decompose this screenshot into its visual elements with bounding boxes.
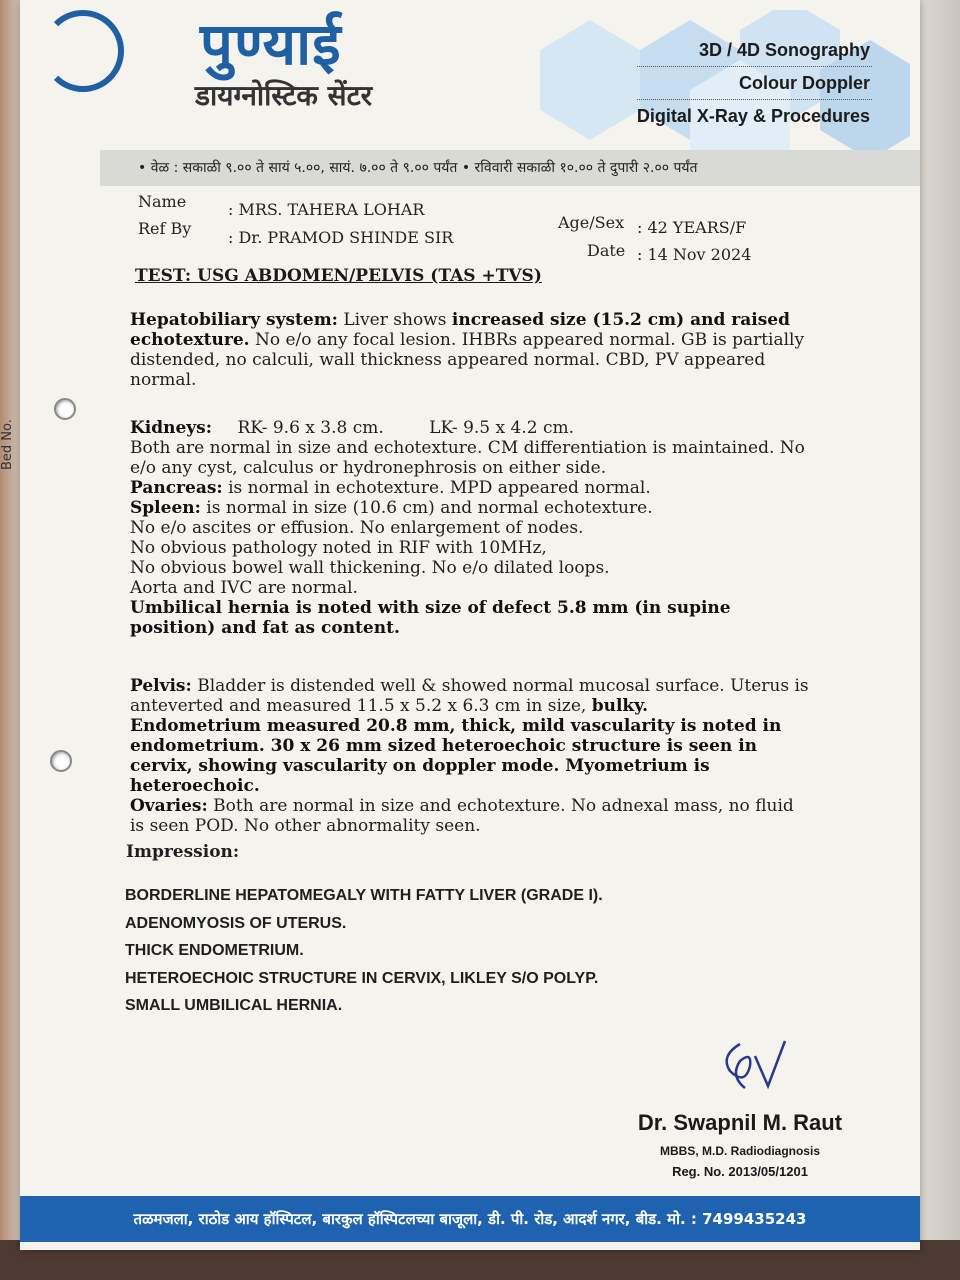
ref-value: : Dr. PRAMOD SHINDE SIR bbox=[228, 228, 454, 247]
name-label: Name bbox=[138, 192, 187, 211]
doctor-qualification: MBBS, M.D. Radiodiagnosis bbox=[659, 1144, 820, 1158]
age-value: : 42 YEARS/F bbox=[637, 218, 747, 237]
age-label: Age/Sex bbox=[558, 213, 625, 232]
impression-title: Impression: bbox=[126, 842, 240, 862]
hernia-finding: Umbilical hernia is noted with size of defect 5.8 mm (in supine position) and fat as content. bbox=[130, 598, 731, 638]
kidney-left: LK- 9.5 x 4.2 cm. bbox=[429, 418, 574, 438]
doctor-registration: Reg. No. 2013/05/1201 bbox=[672, 1164, 808, 1179]
ref-label: Ref By bbox=[138, 219, 192, 238]
kidneys-text: Both are normal in size and echotexture. CM differentiation is maintained. No e/o any cyst, calculus or hydronephrosis on either side. bbox=[130, 438, 805, 478]
brand-name: पुण्याई bbox=[200, 10, 342, 78]
impression-item: HETEROECHOIC STRUCTURE IN CERVIX, LIKLEY S/O POLYP. bbox=[125, 969, 599, 987]
pelvis-bulky: bulky. bbox=[591, 696, 649, 716]
misc-line: No e/o ascites or effusion. No enlargement of nodes. bbox=[130, 518, 584, 538]
signature-image bbox=[710, 1036, 800, 1096]
brand-subtitle: डायग्नोस्टिक सेंटर bbox=[195, 79, 373, 112]
service-item: 3D / 4D Sonography bbox=[637, 34, 872, 67]
impression-item: ADENOMYOSIS OF UTERUS. bbox=[125, 914, 347, 932]
footer-address: तळमजला, राठोड आय हॉस्पिटल, बारकुल हॉस्पिटलच्या बाजूला, डी. पी. रोड, आदर्श नगर, बीड. मो. : 7499435243 bbox=[20, 1196, 920, 1242]
misc-line: Aorta and IVC are normal. bbox=[130, 578, 358, 598]
ovaries-text: Both are normal in size and echotexture. No adnexal mass, no fluid is seen POD. No other abnormality seen. bbox=[130, 796, 794, 836]
spleen-label: Spleen: bbox=[130, 498, 201, 518]
logo-icon bbox=[42, 10, 124, 92]
test-title: TEST: USG ABDOMEN/PELVIS (TAS +TVS) bbox=[135, 266, 542, 286]
service-item: Digital X-Ray & Procedures bbox=[636, 106, 870, 126]
ovaries-label: Ovaries: bbox=[130, 796, 208, 816]
pancreas-label: Pancreas: bbox=[130, 478, 223, 498]
endometrium-finding: Endometrium measured 20.8 mm, thick, mild vascularity is noted in endometrium. 30 x 26 mm sized heteroechoic structure is seen in cervix, showing vascularity on doppler mode. Myometrium is heteroechoic. bbox=[130, 716, 782, 796]
misc-line: No obvious bowel wall thickening. No e/o dilated loops. bbox=[130, 558, 610, 578]
kidney-right: RK- 9.6 x 3.8 cm. bbox=[237, 418, 384, 438]
timing-bar: • वेळ : सकाळी ९.०० ते सायं ५.००, सायं. ७.०० ते ९.०० पर्यंत • रविवारी सकाळी १०.०० ते दुपारी २.०० पर्यंत bbox=[100, 150, 920, 186]
report-sheet bbox=[20, 0, 920, 1250]
date-value: : 14 Nov 2024 bbox=[637, 245, 752, 264]
punch-hole bbox=[50, 750, 72, 772]
name-value: : MRS. TAHERA LOHAR bbox=[228, 200, 425, 219]
kidneys-section bbox=[130, 418, 810, 638]
date-label: Date bbox=[587, 241, 626, 260]
misc-line: No obvious pathology noted in RIF with 10MHz, bbox=[130, 538, 547, 558]
impression-list bbox=[125, 882, 603, 1020]
pelvis-text: Bladder is distended well & showed normal mucosal surface. Uterus is anteverted and measured 11.5 x 5.2 x 6.3 cm in size, bbox=[130, 676, 809, 716]
spleen-text: is normal in size (10.6 cm) and normal echotexture. bbox=[200, 498, 653, 518]
hepatobiliary-finding: increased size (15.2 cm) and raised echotexture. bbox=[130, 310, 790, 350]
hepatobiliary-text: Liver shows bbox=[337, 310, 452, 330]
services-list bbox=[637, 34, 872, 132]
doctor-block bbox=[630, 1110, 850, 1179]
side-tag: Bed No. bbox=[0, 419, 15, 470]
doctor-name: Dr. Swapnil M. Raut bbox=[637, 1110, 843, 1135]
pelvis-label: Pelvis: bbox=[130, 676, 192, 696]
service-item: Colour Doppler bbox=[637, 67, 872, 100]
hepatobiliary-label: Hepatobiliary system: bbox=[130, 310, 338, 330]
punch-hole bbox=[54, 398, 76, 420]
impression-item: BORDERLINE HEPATOMEGALY WITH FATTY LIVER (GRADE I). bbox=[125, 887, 603, 904]
kidneys-label: Kidneys: bbox=[130, 418, 213, 438]
impression-item: THICK ENDOMETRIUM. bbox=[125, 942, 304, 959]
pancreas-text: is normal in echotexture. MPD appeared normal. bbox=[222, 478, 651, 498]
hepatobiliary-section bbox=[130, 310, 810, 390]
pelvis-section bbox=[130, 676, 810, 836]
hepatobiliary-text2: No e/o any focal lesion. IHBRs appeared normal. GB is partially distended, no calculi, wall thickness appeared normal. CBD, PV appeared normal. bbox=[130, 330, 805, 390]
impression-item: SMALL UMBILICAL HERNIA. bbox=[125, 997, 343, 1014]
